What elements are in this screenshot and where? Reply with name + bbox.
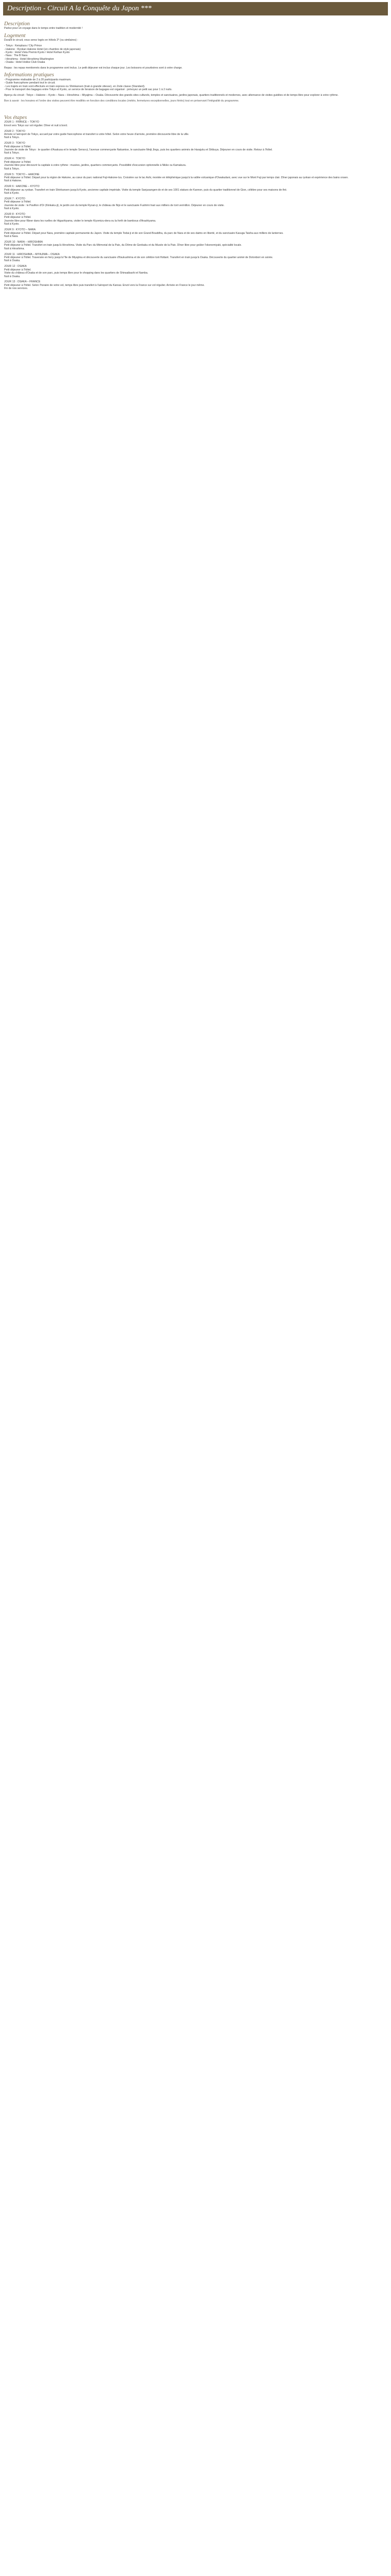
section-title: Vos étapes: [4, 114, 27, 121]
paragraph: Parlez pour un voyage dans le temps entre tradition et modernité !: [4, 27, 83, 30]
section-title: Description: [4, 21, 30, 27]
paragraph: Bon à savoir : les horaires et l'ordre des visites peuvent être modifiés en fonction des conditions locales (météo, fermetures exceptionnelles, jours fériés) tout en préservant l'intégralité du programme.: [4, 99, 239, 103]
day-paragraph: JOUR 1 : FRANCE – TOKYO Envol vers Tokyo sur vol régulier. Dîner et nuit à bord.: [4, 121, 68, 127]
section-subtitle: Logement: [4, 32, 26, 39]
section-subtitle: Informations pratiques: [4, 72, 54, 78]
day-paragraph: JOUR 3 : TOKYO Petit déjeuner à l'hôtel. Journée de visite de Tokyo : le quartier d'Asakusa et le temple Senso-ji, l'avenue commerçante Nakamise, le sanctuaire Meiji Jingu, puis les quartiers animés de Harajuku et Shibuya. Déjeuner en cours de visite. Retour à l'hôtel. Nuit à Tokyo.: [4, 142, 273, 155]
itinerary-body: [3, 109, 388, 297]
day-paragraph: JOUR 11 : HIROSHIMA – MIYAJIMA – OSAKA Petit déjeuner à l'hôtel. Traversée en ferry jusqu'à l'île de Miyajima et découverte du sanctuaire d'Itsukushima et de son célèbre torii flottant. Transfert en train jusqu'à Osaka. Découverte du quartier animé de Dotonbori en soirée. Nuit à Osaka.: [4, 252, 273, 263]
paragraph: Durant le circuit, vous serez logés en hôtels 3* (ou similaires) :: [4, 39, 78, 42]
day-paragraph: JOUR 9 : KYOTO – NARA Petit déjeuner à l'hôtel. Départ pour Nara, première capitale permanente du Japon. Visite du temple Todai-ji et de son Grand Bouddha, du parc de Nara et de ses daims en liberté, et du sanctuaire Kasuga Taisha aux milliers de lanternes. Nuit à Nara.: [4, 228, 284, 238]
day-paragraph: JOUR 13 : OSAKA – FRANCE Petit déjeuner à l'hôtel. Selon l'horaire de votre vol, temps libre puis transfert à l'aéroport du Kansai. Envol vers la France sur vol régulier. Arrivée en France le jour même. Fin de nos services.: [4, 280, 205, 291]
day-paragraph: JOUR 5 : TOKYO – HAKONE Petit déjeuner à l'hôtel. Départ pour la région de Hakone, au cœur du parc national Fuji-Hakone-Izu. Croisière sur le lac Ashi, montée en téléphérique jusqu'à la vallée volcanique d'Owakudani, avec vue sur le Mont Fuji par temps clair. Dîner japonais au ryokan et expérience des bains onsen. Nuit à Hakone.: [4, 173, 349, 183]
day-paragraph: JOUR 7 : KYOTO Petit déjeuner à l'hôtel. Journée de visite : le Pavillon d'Or (Kinkaku-ji), le jardin zen du temple Ryoan-ji, le château de Nijo et le sanctuaire Fushimi Inari aux milliers de torii vermillon. Déjeuner en cours de visite. Nuit à Kyoto.: [4, 197, 225, 211]
paragraph: - Tokyo : Keioplaza / City Prince - Hakone : Ryokan Hakone Hotel (en chambre de style japonais) - Kyoto : Hotel Vista Premio Kyoto / Hotel Keihan Kyoto - Nara : The B Nara - Hiroshima : Hotel Hiroshima Washington - Osaka : Hotel Hokke Club Osaka: [4, 44, 81, 64]
paragraph: - Programme réalisable de 2 à 20 participants maximum. - Guide francophone pendant tout le circuit. - Les trajets en train sont effectués en train express ou Shinkansen (train à grande vitesse), en 2nde classe (Standard). - Pour le transport des bagages entre Tokyo et Kyoto, un service de livraison de bagages est organisé : prévoyez un petit sac pour 1 à 2 nuits.: [4, 78, 172, 92]
day-paragraph: JOUR 2 : TOKYO Arrivée à l'aéroport de Tokyo, accueil par votre guide francophone et transfert à votre hôtel. Selon votre heure d'arrivée, première découverte libre de la ville. Nuit à Tokyo.: [4, 129, 189, 140]
page: [0, 2, 391, 297]
day-paragraph: JOUR 8 : KYOTO Petit déjeuner à l'hôtel. Journée libre pour flâner dans les ruelles de Higashiyama, visiter le temple Kiyomizu-dera ou la forêt de bambous d'Arashiyama. Nuit à Kyoto.: [4, 213, 156, 226]
day-paragraph: JOUR 6 : HAKONE – KYOTO Petit déjeuner au ryokan. Transfert en train Shinkansen jusqu'à Kyoto, ancienne capitale impériale. Visite du temple Sanjusangen-do et de ses 1001 statues de Kannon, puis du quartier traditionnel de Gion, célèbre pour ses maisons de thé. Nuit à Kyoto.: [4, 185, 287, 195]
day-paragraph: JOUR 12 : OSAKA Petit déjeuner à l'hôtel. Visite du château d'Osaka et de son parc, puis temps libre pour le shopping dans les quartiers de Shinsaibashi et Namba. Nuit à Osaka.: [4, 265, 149, 278]
description-body: [3, 15, 388, 109]
day-paragraph: JOUR 4 : TOKYO Petit déjeuner à l'hôtel. Journée libre pour découvrir la capitale à votre rythme : musées, jardins, quartiers commerçants. Possibilité d'excursion optionnelle à Nikko ou Kamakura. Nuit à Tokyo.: [4, 157, 187, 171]
day-paragraph: JOUR 10 : NARA – HIROSHIMA Petit déjeuner à l'hôtel. Transfert en train jusqu'à Hiroshima. Visite du Parc du Mémorial de la Paix, du Dôme de Genbaku et du Musée de la Paix. Dîner libre pour goûter l'okonomiyaki, spécialité locale. Nuit à Hiroshima.: [4, 240, 242, 250]
paragraph: Repas : les repas mentionnés dans le programme sont inclus. Le petit déjeuner est inclus chaque jour. Les boissons et pourboires sont à votre charge.: [4, 66, 183, 70]
paragraph: Aperçu du circuit : Tokyo – Hakone – Kyoto – Nara – Hiroshima – Miyajima – Osaka. Découverte des grands sites culturels, temples et sanctuaires, jardins japonais, quartiers traditionnels et modernes, avec alternance de visites guidées et de temps libre pour explorer à votre rythme.: [4, 94, 339, 97]
section-banner: Description - Circuit A la Conquête du Japon ***: [3, 2, 388, 15]
